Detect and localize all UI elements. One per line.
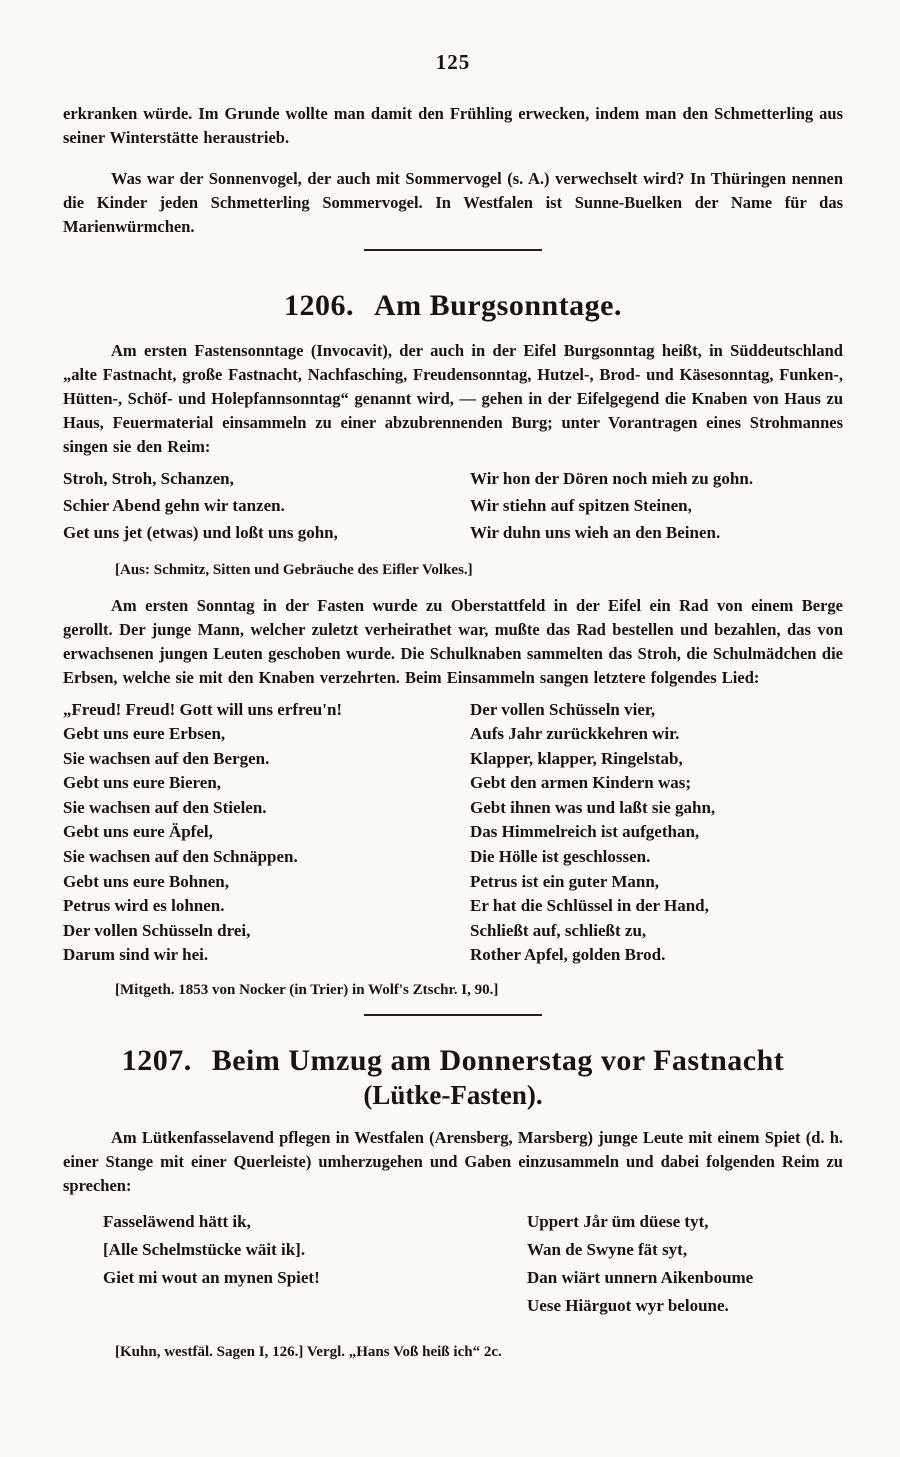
section-1206-number: 1206. — [283, 288, 354, 322]
verse-line: Wan de Swyne fät syt, — [527, 1240, 688, 1260]
verse-line: Fasseläwend hätt ik, — [103, 1212, 251, 1232]
verse-line: Aufs Jahr zurückkehren wir. — [470, 724, 680, 744]
verse-line: Get uns jet (etwas) und loßt uns gohn, — [63, 522, 338, 542]
section-1207-subtitle: (Lütke-Fasten). — [363, 1080, 543, 1111]
section-1207-number: 1207. — [121, 1044, 192, 1078]
verse-line: Der vollen Schüsseln drei, — [63, 920, 251, 940]
section-1207-title: Beim Umzug am Donnerstag vor Fastnacht — [211, 1044, 785, 1078]
verse-freud-right-column — [470, 698, 843, 969]
source-citation-nocker: [Mitgeth. 1853 von Nocker (in Trier) in Wolf's Ztschr. I, 90.] — [115, 982, 499, 999]
verse-line: Sie wachsen auf den Bergen. — [63, 748, 270, 768]
verse-line: Er hat die Schlüssel in der Hand, — [470, 896, 709, 916]
verse-line: Gebt uns eure Äpfel, — [63, 822, 213, 842]
verse-line: Schier Abend gehn wir tanzen. — [63, 495, 285, 515]
section-1206-paragraph-1: Am ersten Fastensonntage (Invocavit), der auch in der Eifel Burgsonntag heißt, in Süddeutschland „alte Fastnacht, große Fastnacht, Nachfasching, Freudensonntag, Hutzel-, Brod- und Käsesonntag, Funken-, Hütten-, Schöf- und Holepfannsonntag“ genannt wird, — gehen in der Eifelgegend die Knaben von Haus zu Haus, Feuermaterial einsammeln zu einer abzubrennenden Burg; unter Vorantragen eines Strohmannes singen sie den Reim: — [63, 340, 843, 456]
page-number: 125 — [435, 50, 471, 74]
verse-line: [Alle Schelmstücke wäit ik]. — [103, 1240, 306, 1260]
verse-freud-left-column — [63, 698, 470, 969]
verse-line: Darum sind wir hei. — [63, 945, 209, 965]
verse-line: Gebt uns eure Bieren, — [63, 773, 222, 793]
source-citation-schmitz: [Aus: Schmitz, Sitten und Gebräuche des Eifler Volkes.] — [115, 561, 473, 578]
verse-line: Gebt uns eure Bohnen, — [63, 871, 229, 891]
verse-line: Giet mi wout an mynen Spiet! — [103, 1268, 320, 1288]
verse-line: Gebt uns eure Erbsen, — [63, 724, 226, 744]
verse-line: Die Hölle ist geschlossen. — [470, 847, 651, 867]
intro-paragraph-sonnenvogel: Was war der Sonnenvogel, der auch mit Sommervogel (s. A.) verwechselt wird? In Thüringen nennen die Kinder jeden Schmetterling Sommervogel. In Westfalen ist Sunne-Buelken der Name für das Marienwürmchen. — [63, 168, 843, 236]
verse-line: Klapper, klapper, Ringelstab, — [470, 748, 683, 768]
section-1207-paragraph: Am Lütkenfasselavend pflegen in Westfalen (Arensberg, Marsberg) junge Leute mit einem Spiet (d. h. einer Stange mit einer Querleiste) umherzugehen und Gaben einzusammeln und dabei folgenden Reim zu sprechen: — [63, 1128, 843, 1196]
section-divider — [364, 1014, 542, 1016]
intro-paragraph-continuation: erkranken würde. Im Grunde wollte man damit den Frühling erwecken, indem man den Schmetterling aus seiner Winterstätte heraustrieb. — [63, 104, 843, 147]
section-divider — [364, 249, 542, 251]
verse-line: Rother Apfel, golden Brod. — [470, 945, 666, 965]
verse-line: Wir duhn uns wieh an den Beinen. — [470, 522, 721, 542]
verse-fasselaewend-left-column — [63, 1208, 527, 1320]
verse-line: Wir hon der Dören noch mieh zu gohn. — [470, 468, 754, 488]
section-1206-heading — [63, 289, 843, 323]
verse-fasselaewend-right-column — [527, 1208, 843, 1320]
verse-line: Sie wachsen auf den Schnäppen. — [63, 847, 298, 867]
verse-line: Schließt auf, schließt zu, — [470, 920, 647, 940]
verse-line: Das Himmelreich ist aufgethan, — [470, 822, 700, 842]
verse-line: Gebt ihnen was und laßt sie gahn, — [470, 797, 716, 817]
verse-line: Dan wiärt unnern Aikenboume — [527, 1268, 754, 1288]
verse-line: Uese Hiärguot wyr beloune. — [527, 1296, 729, 1316]
section-1206-paragraph-2: Am ersten Sonntag in der Fasten wurde zu Oberstattfeld in der Eifel ein Rad von einem Berge gerollt. Der junge Mann, welcher zuletzt verheirathet war, mußte das Rad bestellen und bezahlen, das von erwachsenen jungen Leuten geschoben wurde. Die Schulknaben sammelten das Stroh, die Schulmädchen die Erbsen, welche sie mit den Knaben verzehrten. Beim Einsammeln sangen letztere folgendes Lied: — [63, 595, 843, 687]
section-1206-title: Am Burgsonntage. — [373, 288, 622, 322]
verse-line: Sie wachsen auf den Stielen. — [63, 797, 267, 817]
verse-line: Petrus ist ein guter Mann, — [470, 871, 660, 891]
verse-stroh-left-column — [63, 465, 470, 546]
verse-fasselaewend — [63, 1208, 843, 1320]
source-citation-kuhn: [Kuhn, westfäl. Sagen I, 126.] Vergl. „Hans Voß heiß ich“ 2c. — [115, 1344, 502, 1361]
section-1207-heading — [63, 1044, 843, 1078]
verse-line: „Freud! Freud! Gott will uns erfreu'n! — [63, 699, 343, 719]
verse-line: Stroh, Stroh, Schanzen, — [63, 468, 234, 488]
verse-line: Gebt den armen Kindern was; — [470, 773, 691, 793]
verse-line: Der vollen Schüsseln vier, — [470, 699, 656, 719]
verse-stroh — [63, 465, 843, 546]
verse-freud — [63, 698, 843, 969]
verse-line: Uppert Jår üm düese tyt, — [527, 1212, 709, 1232]
verse-line: Petrus wird es lohnen. — [63, 896, 225, 916]
verse-stroh-right-column — [470, 465, 843, 546]
verse-line: Wir stiehn auf spitzen Steinen, — [470, 495, 692, 515]
